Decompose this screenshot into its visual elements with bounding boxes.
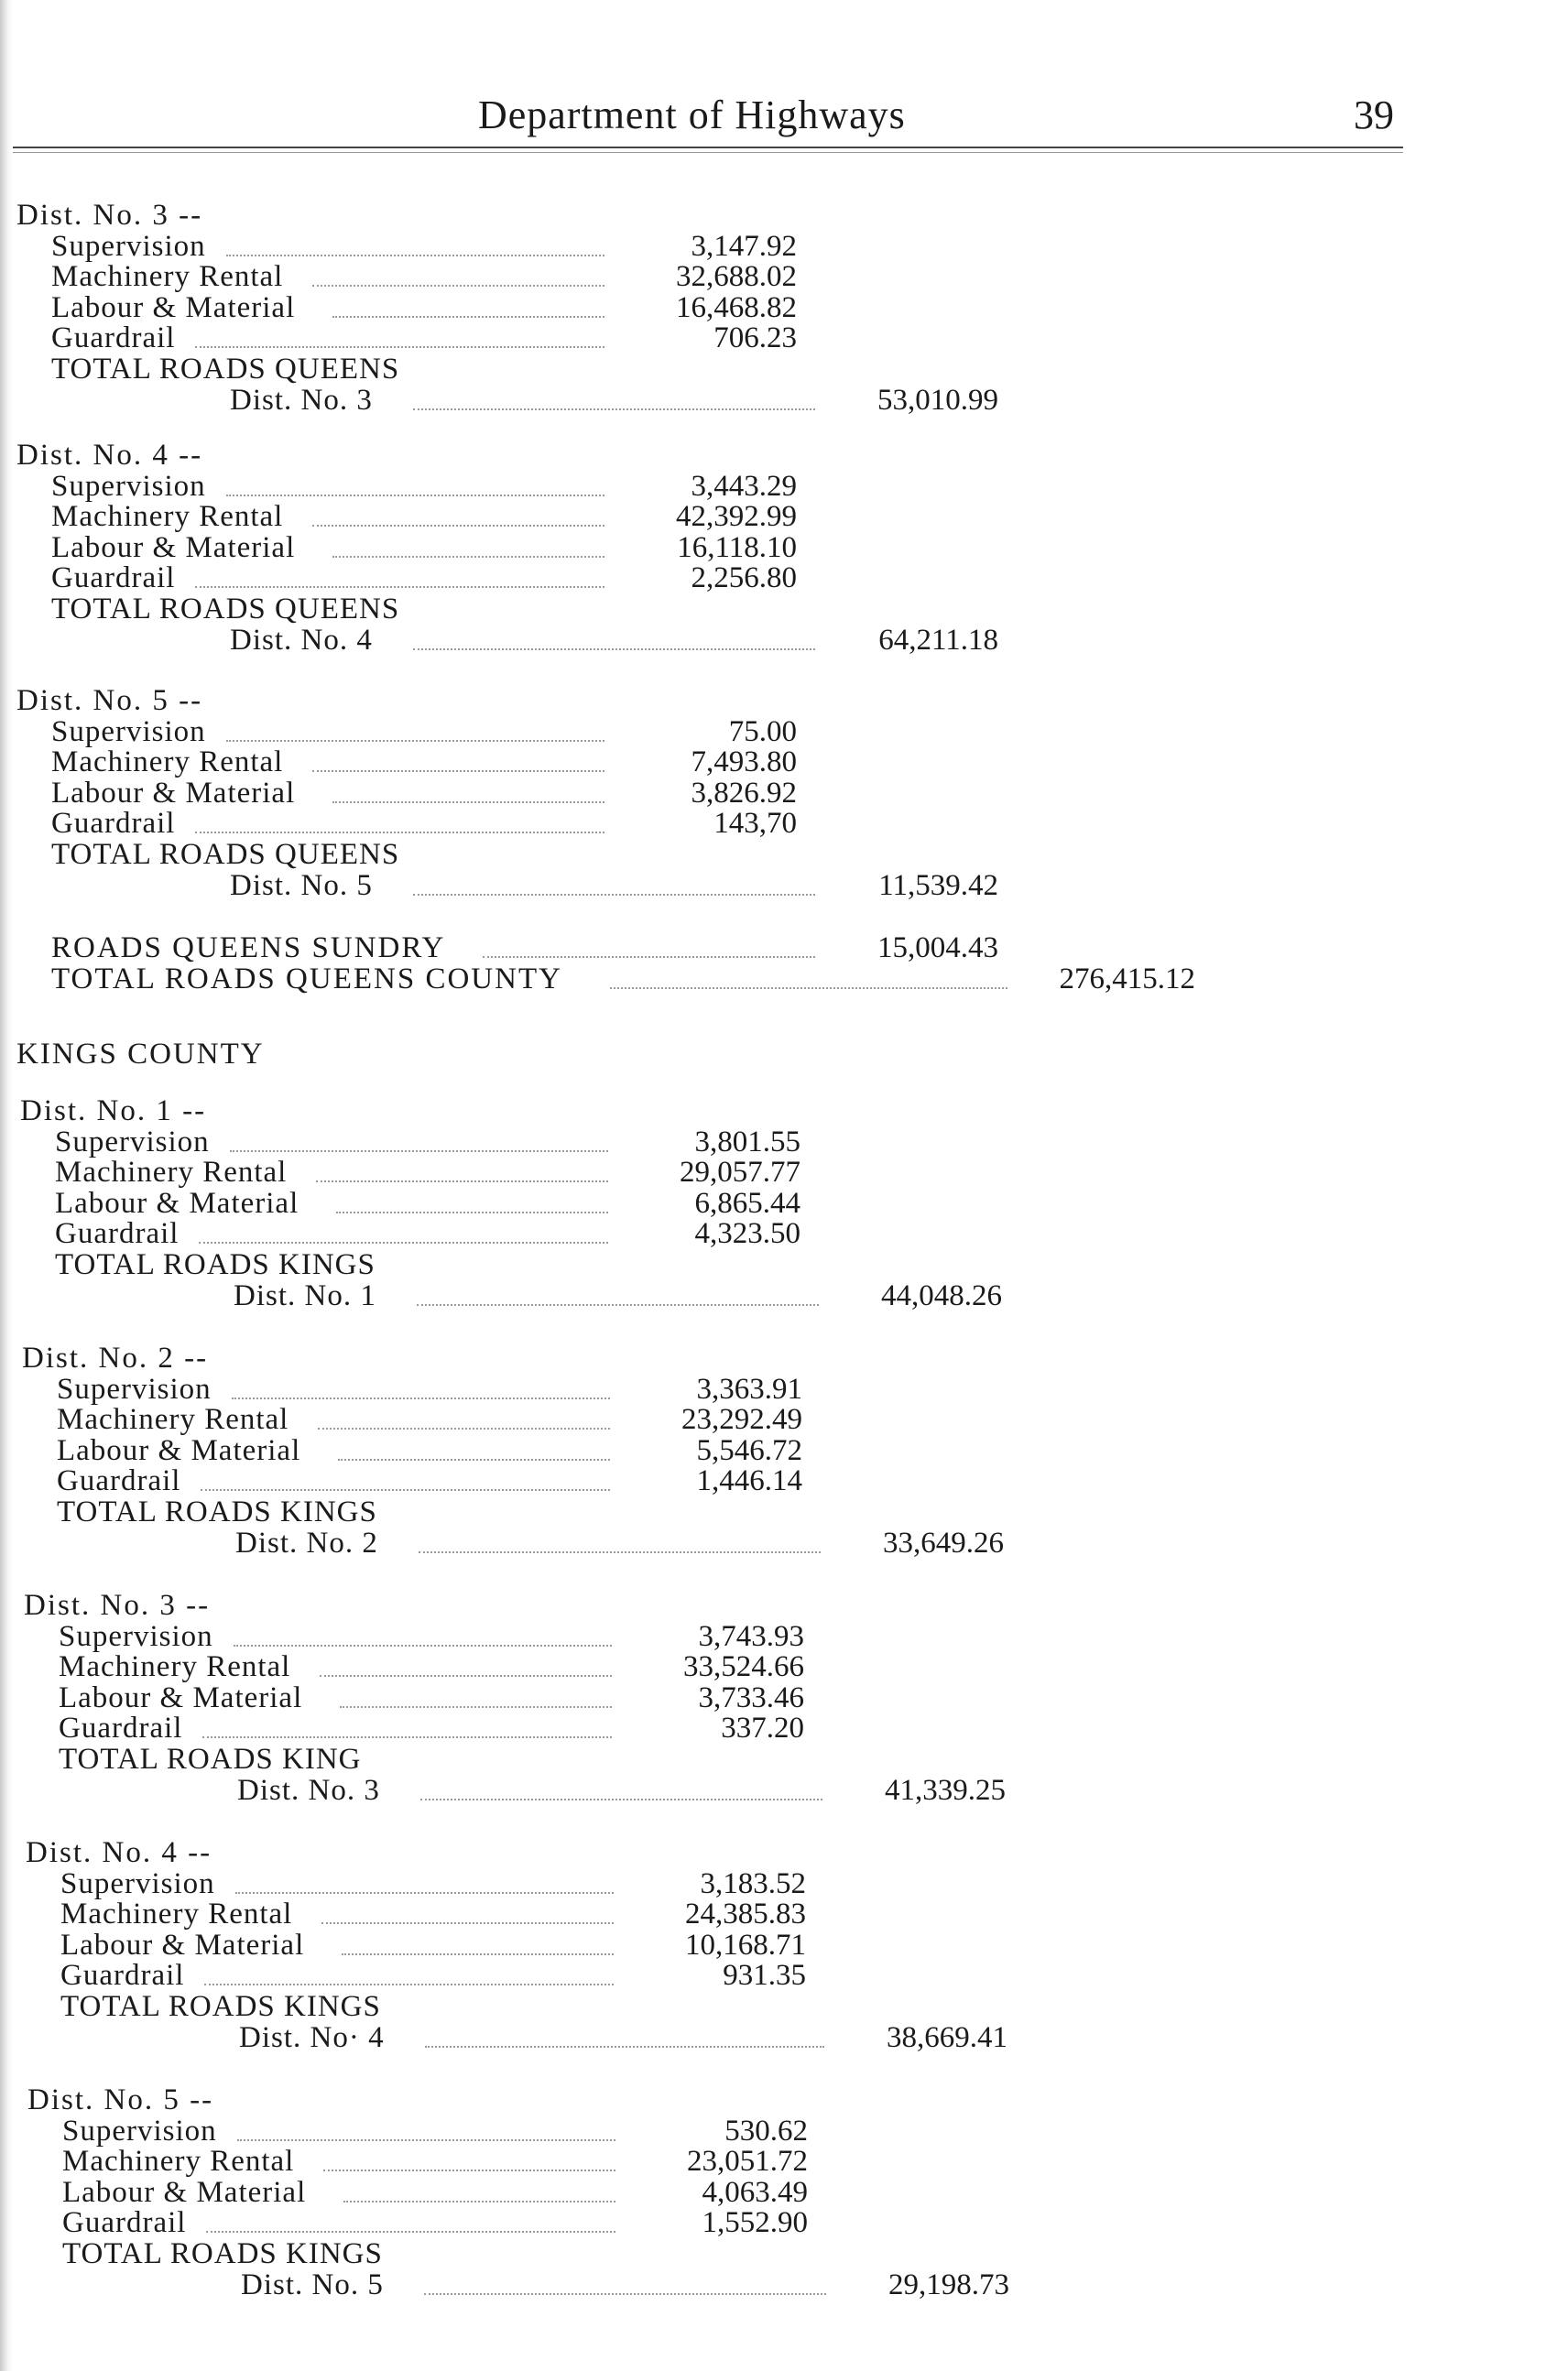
district-total-number-label: Dist. No. 3: [230, 383, 373, 417]
district-heading: Dist. No. 1 --: [20, 1094, 207, 1127]
dot-leader: [232, 1398, 610, 1399]
district-total-label: TOTAL ROADS KINGS: [60, 1990, 381, 2023]
district-heading: Dist. No. 5 --: [16, 684, 203, 717]
line-item-amount: 3,183.52: [700, 1866, 806, 1900]
line-item-label: Guardrail: [51, 561, 176, 595]
line-item-amount: 3,147.92: [691, 229, 797, 263]
district-total-amount: 44,048.26: [881, 1278, 1002, 1312]
line-item-amount: 1,552.90: [702, 2206, 808, 2240]
dot-leader: [234, 1645, 612, 1647]
dot-leader: [425, 2046, 824, 2048]
line-item-label: Labour & Material: [51, 776, 296, 810]
line-item-amount: 42,392.99: [676, 500, 797, 534]
district-total-label: TOTAL ROADS KINGS: [57, 1495, 377, 1528]
district-total-number-label: Dist. No. 5: [241, 2268, 384, 2301]
dot-leader: [417, 1304, 819, 1306]
district-total-number-label: Dist. No· 4: [239, 2020, 385, 2054]
line-item-label: Labour & Material: [55, 1186, 299, 1220]
district-total-number-label: Dist. No. 2: [235, 1526, 378, 1560]
line-item-amount: 530.62: [724, 2114, 808, 2148]
line-item-label: Machinery Rental: [62, 2145, 295, 2179]
line-item-amount: 23,292.49: [681, 1403, 802, 1437]
line-item-label: Labour & Material: [59, 1680, 303, 1714]
line-item-amount: 4,323.50: [694, 1217, 800, 1251]
district-total-label: TOTAL ROADS KINGS: [62, 2237, 383, 2270]
line-item-amount: 3,733.46: [698, 1680, 804, 1714]
page-number: 39: [1354, 92, 1394, 137]
line-item-amount: 16,118.10: [677, 530, 797, 564]
district-total-amount: 53,010.99: [877, 383, 998, 417]
line-item-amount: 3,801.55: [694, 1125, 800, 1158]
dot-leader: [204, 1984, 614, 1985]
district-total-amount: 11,539.42: [878, 868, 998, 902]
district-heading: Dist. No. 5 --: [27, 2083, 214, 2116]
district-total-number-label: Dist. No. 1: [234, 1278, 376, 1312]
line-item-amount: 143,70: [713, 807, 797, 841]
section-heading-kings-county: KINGS COUNTY: [16, 1038, 265, 1071]
line-item-amount: 33,524.66: [683, 1650, 804, 1684]
dot-leader: [206, 2231, 615, 2233]
district-total-label: TOTAL ROADS QUEENS: [51, 593, 400, 625]
district-total-number-label: Dist. No. 5: [230, 868, 373, 902]
dot-leader: [424, 2293, 826, 2295]
dot-leader: [235, 1892, 614, 1894]
line-item-label: Guardrail: [60, 1959, 185, 1993]
district-total-label: TOTAL ROADS QUEENS: [51, 353, 400, 386]
district-total-amount: 29,198.73: [888, 2268, 1009, 2301]
district-heading: Dist. No. 4 --: [16, 439, 203, 472]
line-item-amount: 29,057.77: [680, 1156, 800, 1190]
district-total-amount: 64,211.18: [878, 623, 998, 657]
line-item-label: Labour & Material: [51, 290, 296, 324]
dot-leader: [610, 987, 1007, 989]
line-item-amount: 32,688.02: [676, 260, 797, 294]
line-item-amount: 337.20: [721, 1712, 804, 1746]
dot-leader: [413, 648, 815, 650]
line-item-amount: 23,051.72: [687, 2145, 808, 2179]
sundry-label: ROADS QUEENS SUNDRY: [51, 931, 446, 964]
line-item-amount: 3,743.93: [698, 1619, 804, 1653]
county-total-amount: 276,415.12: [1059, 963, 1195, 995]
dot-leader: [237, 2139, 615, 2141]
line-item-amount: 706.23: [713, 321, 797, 355]
line-item-label: Supervision: [59, 1619, 213, 1653]
line-item-label: Supervision: [57, 1372, 212, 1406]
line-item-label: Supervision: [60, 1866, 215, 1900]
line-item-label: Guardrail: [51, 807, 176, 841]
county-total-label: TOTAL ROADS QUEENS COUNTY: [51, 963, 562, 995]
line-item-label: Guardrail: [62, 2206, 187, 2240]
line-item-label: Supervision: [62, 2114, 217, 2148]
line-item-amount: 5,546.72: [696, 1433, 802, 1467]
dot-leader: [195, 346, 604, 348]
line-item-label: Guardrail: [57, 1464, 181, 1498]
line-item-amount: 1,446.14: [696, 1464, 802, 1498]
dot-leader: [226, 495, 604, 496]
page-header-title: Department of Highways: [478, 92, 906, 137]
line-item-amount: 931.35: [723, 1959, 806, 1993]
line-item-amount: 6,865.44: [694, 1186, 800, 1220]
dot-leader: [201, 1489, 610, 1491]
line-item-label: Labour & Material: [57, 1433, 301, 1467]
district-heading: Dist. No. 4 --: [26, 1836, 212, 1869]
district-total-amount: 33,649.26: [883, 1526, 1004, 1560]
line-item-amount: 7,493.80: [691, 745, 797, 779]
dot-leader: [420, 1799, 822, 1800]
line-item-amount: 10,168.71: [685, 1928, 806, 1962]
dot-leader: [226, 255, 604, 256]
sundry-amount: 15,004.43: [877, 931, 998, 964]
district-heading: Dist. No. 2 --: [22, 1342, 209, 1375]
line-item-amount: 24,385.83: [685, 1898, 806, 1931]
line-item-label: Machinery Rental: [51, 260, 284, 294]
district-total-number-label: Dist. No. 3: [237, 1773, 380, 1807]
line-item-label: Machinery Rental: [60, 1898, 293, 1931]
district-total-amount: 41,339.25: [885, 1773, 1006, 1807]
line-item-label: Supervision: [51, 229, 206, 263]
line-item-label: Supervision: [51, 714, 206, 748]
line-item-label: Labour & Material: [62, 2175, 307, 2209]
line-item-label: Machinery Rental: [57, 1403, 289, 1437]
dot-leader: [419, 1551, 821, 1553]
line-item-amount: 75.00: [728, 714, 797, 748]
dot-leader: [199, 1242, 608, 1244]
line-item-label: Supervision: [51, 469, 206, 503]
line-item-label: Guardrail: [51, 321, 176, 355]
district-total-label: TOTAL ROADS KINGS: [55, 1248, 376, 1281]
line-item-label: Machinery Rental: [55, 1156, 288, 1190]
dot-leader: [195, 586, 604, 588]
dot-leader: [230, 1150, 608, 1152]
district-total-label: TOTAL ROADS QUEENS: [51, 838, 400, 871]
line-item-amount: 4,063.49: [702, 2175, 808, 2209]
line-item-label: Machinery Rental: [51, 745, 284, 779]
district-total-amount: 38,669.41: [887, 2020, 1007, 2054]
line-item-label: Labour & Material: [60, 1928, 305, 1962]
district-total-number-label: Dist. No. 4: [230, 623, 373, 657]
line-item-label: Machinery Rental: [51, 500, 284, 534]
line-item-label: Labour & Material: [51, 530, 296, 564]
line-item-amount: 16,468.82: [676, 290, 797, 324]
dot-leader: [226, 740, 604, 742]
line-item-label: Guardrail: [55, 1217, 180, 1251]
dot-leader: [413, 894, 815, 896]
district-heading: Dist. No. 3 --: [16, 199, 203, 232]
line-item-label: Supervision: [55, 1125, 210, 1158]
line-item-amount: 2,256.80: [691, 561, 797, 595]
district-heading: Dist. No. 3 --: [24, 1589, 211, 1622]
line-item-amount: 3,443.29: [691, 469, 797, 503]
dot-leader: [202, 1736, 612, 1738]
dot-leader: [413, 408, 815, 410]
dot-leader: [195, 832, 604, 833]
line-item-label: Guardrail: [59, 1712, 183, 1746]
line-item-amount: 3,826.92: [691, 776, 797, 810]
line-item-amount: 3,363.91: [696, 1372, 802, 1406]
district-total-label: TOTAL ROADS KING: [59, 1743, 362, 1776]
line-item-label: Machinery Rental: [59, 1650, 291, 1684]
